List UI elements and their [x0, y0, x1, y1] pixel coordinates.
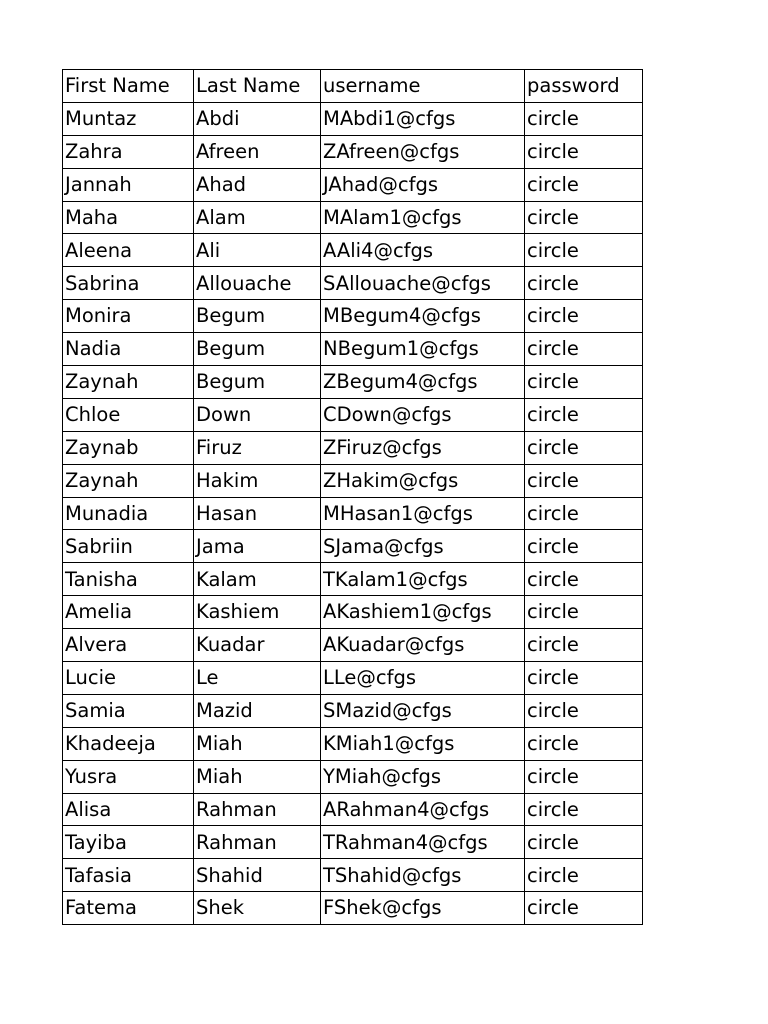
- cell-first-name: Sabriin: [63, 530, 194, 563]
- table-row: [63, 398, 643, 431]
- cell-password: circle: [525, 234, 643, 267]
- cell-password: circle: [525, 793, 643, 826]
- header-password: password: [525, 70, 643, 103]
- cell-password: circle: [525, 892, 643, 925]
- cell-first-name: Khadeeja: [63, 727, 194, 760]
- cell-username: SMazid@cfgs: [321, 694, 525, 727]
- cell-password: circle: [525, 300, 643, 333]
- cell-last-name: Hakim: [194, 464, 321, 497]
- table-row: [63, 135, 643, 168]
- header-first-name: First Name: [63, 70, 194, 103]
- header-username: username: [321, 70, 525, 103]
- cell-last-name: Down: [194, 398, 321, 431]
- cell-password: circle: [525, 596, 643, 629]
- cell-password: circle: [525, 168, 643, 201]
- cell-username: CDown@cfgs: [321, 398, 525, 431]
- cell-username: AKashiem1@cfgs: [321, 596, 525, 629]
- user-credentials-table: [62, 69, 643, 925]
- table-row: [63, 102, 643, 135]
- cell-first-name: Tanisha: [63, 563, 194, 596]
- cell-password: circle: [525, 267, 643, 300]
- cell-username: NBegum1@cfgs: [321, 333, 525, 366]
- cell-username: MHasan1@cfgs: [321, 497, 525, 530]
- cell-password: circle: [525, 201, 643, 234]
- cell-password: circle: [525, 727, 643, 760]
- cell-username: TKalam1@cfgs: [321, 563, 525, 596]
- table-row: [63, 530, 643, 563]
- cell-password: circle: [525, 760, 643, 793]
- table-row: [63, 464, 643, 497]
- cell-last-name: Shahid: [194, 859, 321, 892]
- cell-username: KMiah1@cfgs: [321, 727, 525, 760]
- table-row: [63, 760, 643, 793]
- cell-last-name: Le: [194, 662, 321, 695]
- table-body: [63, 102, 643, 924]
- cell-last-name: Rahman: [194, 826, 321, 859]
- cell-first-name: Zahra: [63, 135, 194, 168]
- table-row: [63, 793, 643, 826]
- cell-username: MAbdi1@cfgs: [321, 102, 525, 135]
- header-last-name: Last Name: [194, 70, 321, 103]
- cell-last-name: Begum: [194, 300, 321, 333]
- table-row: [63, 366, 643, 399]
- cell-password: circle: [525, 366, 643, 399]
- cell-password: circle: [525, 464, 643, 497]
- cell-last-name: Begum: [194, 366, 321, 399]
- table-row: [63, 826, 643, 859]
- cell-password: circle: [525, 333, 643, 366]
- cell-last-name: Kuadar: [194, 629, 321, 662]
- cell-last-name: Firuz: [194, 431, 321, 464]
- cell-password: circle: [525, 431, 643, 464]
- header-row: [63, 70, 643, 103]
- cell-first-name: Lucie: [63, 662, 194, 695]
- cell-username: ZAfreen@cfgs: [321, 135, 525, 168]
- cell-password: circle: [525, 530, 643, 563]
- cell-first-name: Munadia: [63, 497, 194, 530]
- table-row: [63, 431, 643, 464]
- cell-first-name: Sabrina: [63, 267, 194, 300]
- cell-last-name: Miah: [194, 727, 321, 760]
- cell-username: ZBegum4@cfgs: [321, 366, 525, 399]
- cell-last-name: Begum: [194, 333, 321, 366]
- cell-username: SJama@cfgs: [321, 530, 525, 563]
- cell-last-name: Mazid: [194, 694, 321, 727]
- cell-first-name: Maha: [63, 201, 194, 234]
- cell-first-name: Zaynah: [63, 366, 194, 399]
- table-row: [63, 892, 643, 925]
- table-row: [63, 694, 643, 727]
- cell-password: circle: [525, 563, 643, 596]
- cell-first-name: Fatema: [63, 892, 194, 925]
- cell-username: SAllouache@cfgs: [321, 267, 525, 300]
- table-row: [63, 596, 643, 629]
- cell-first-name: Alisa: [63, 793, 194, 826]
- cell-password: circle: [525, 398, 643, 431]
- cell-last-name: Kalam: [194, 563, 321, 596]
- table-row: [63, 168, 643, 201]
- cell-password: circle: [525, 694, 643, 727]
- cell-first-name: Yusra: [63, 760, 194, 793]
- cell-last-name: Allouache: [194, 267, 321, 300]
- cell-username: ZFiruz@cfgs: [321, 431, 525, 464]
- cell-password: circle: [525, 497, 643, 530]
- cell-username: TRahman4@cfgs: [321, 826, 525, 859]
- table-row: [63, 201, 643, 234]
- table-row: [63, 662, 643, 695]
- cell-last-name: Kashiem: [194, 596, 321, 629]
- cell-last-name: Rahman: [194, 793, 321, 826]
- table-row: [63, 497, 643, 530]
- cell-password: circle: [525, 859, 643, 892]
- cell-password: circle: [525, 826, 643, 859]
- cell-username: MBegum4@cfgs: [321, 300, 525, 333]
- cell-first-name: Jannah: [63, 168, 194, 201]
- cell-last-name: Miah: [194, 760, 321, 793]
- cell-username: AAli4@cfgs: [321, 234, 525, 267]
- cell-last-name: Ahad: [194, 168, 321, 201]
- cell-first-name: Monira: [63, 300, 194, 333]
- cell-last-name: Afreen: [194, 135, 321, 168]
- cell-username: YMiah@cfgs: [321, 760, 525, 793]
- cell-first-name: Zaynab: [63, 431, 194, 464]
- cell-first-name: Tayiba: [63, 826, 194, 859]
- cell-username: MAlam1@cfgs: [321, 201, 525, 234]
- table-row: [63, 563, 643, 596]
- cell-last-name: Shek: [194, 892, 321, 925]
- cell-last-name: Alam: [194, 201, 321, 234]
- cell-username: FShek@cfgs: [321, 892, 525, 925]
- cell-password: circle: [525, 662, 643, 695]
- cell-last-name: Jama: [194, 530, 321, 563]
- cell-last-name: Ali: [194, 234, 321, 267]
- table-row: [63, 859, 643, 892]
- cell-password: circle: [525, 102, 643, 135]
- cell-first-name: Zaynah: [63, 464, 194, 497]
- cell-password: circle: [525, 629, 643, 662]
- table-row: [63, 300, 643, 333]
- cell-first-name: Chloe: [63, 398, 194, 431]
- table-row: [63, 234, 643, 267]
- table-row: [63, 333, 643, 366]
- cell-last-name: Abdi: [194, 102, 321, 135]
- cell-first-name: Alvera: [63, 629, 194, 662]
- table-row: [63, 267, 643, 300]
- cell-password: circle: [525, 135, 643, 168]
- cell-username: TShahid@cfgs: [321, 859, 525, 892]
- table-row: [63, 629, 643, 662]
- cell-first-name: Nadia: [63, 333, 194, 366]
- cell-username: AKuadar@cfgs: [321, 629, 525, 662]
- cell-username: ZHakim@cfgs: [321, 464, 525, 497]
- table-row: [63, 727, 643, 760]
- cell-first-name: Amelia: [63, 596, 194, 629]
- cell-first-name: Samia: [63, 694, 194, 727]
- cell-last-name: Hasan: [194, 497, 321, 530]
- cell-first-name: Muntaz: [63, 102, 194, 135]
- cell-first-name: Aleena: [63, 234, 194, 267]
- cell-first-name: Tafasia: [63, 859, 194, 892]
- cell-username: ARahman4@cfgs: [321, 793, 525, 826]
- cell-username: JAhad@cfgs: [321, 168, 525, 201]
- cell-username: LLe@cfgs: [321, 662, 525, 695]
